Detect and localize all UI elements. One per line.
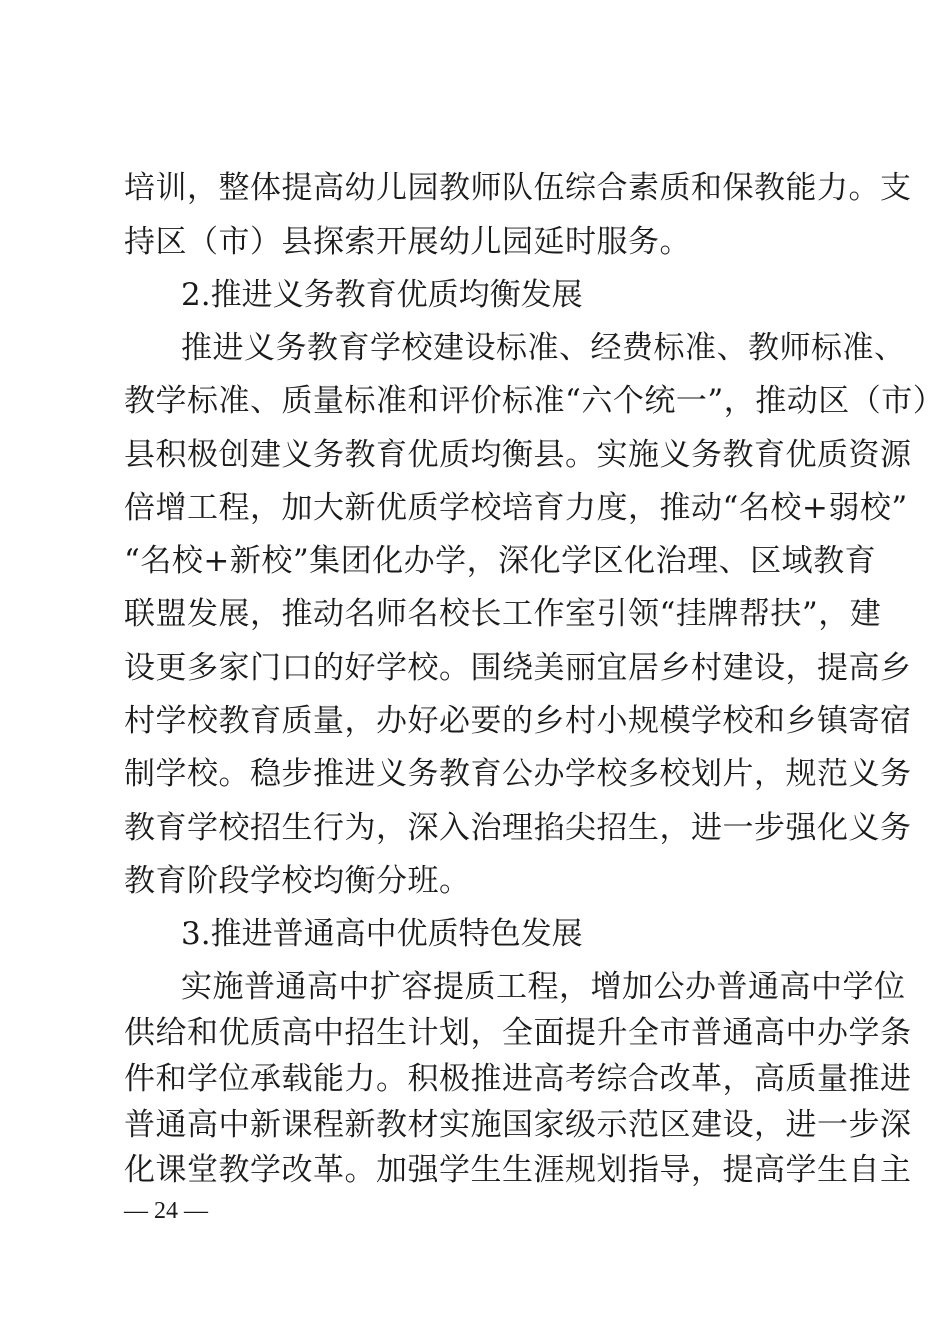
paragraph-line: 县积极创建义务教育优质均衡县。实施义务教育优质资源 xyxy=(124,437,912,473)
paragraph-line: 村学校教育质量，办好必要的乡村小规模学校和乡镇寄宿 xyxy=(124,703,912,739)
paragraph-line: 件和学位承载能力。积极推进高考综合改革，高质量推进 xyxy=(124,1061,912,1097)
paragraph-line: 持区（市）县探索开展幼儿园延时服务。 xyxy=(124,224,691,260)
page-number: — 24 — xyxy=(124,1198,208,1224)
paragraph-line: 教育阶段学校均衡分班。 xyxy=(124,863,471,899)
paragraph-line: 倍增工程，加大新优质学校培育力度，推动“名校+弱校” xyxy=(124,490,908,526)
paragraph-line: 供给和优质高中招生计划，全面提升全市普通高中办学条 xyxy=(124,1015,912,1051)
paragraph-line: 培训，整体提高幼儿园教师队伍综合素质和保教能力。支 xyxy=(124,170,912,206)
paragraph-line: 制学校。稳步推进义务教育公办学校多校划片，规范义务 xyxy=(124,756,912,792)
paragraph-line: 设更多家门口的好学校。围绕美丽宜居乡村建设，提高乡 xyxy=(124,650,912,686)
paragraph-line: 教学标准、质量标准和评价标准“六个统一”，推动区（市） xyxy=(124,383,945,419)
paragraph-line: 联盟发展，推动名师名校长工作室引领“挂牌帮扶”，建 xyxy=(124,596,882,632)
paragraph-line: 实施普通高中扩容提质工程，增加公办普通高中学位 xyxy=(181,969,906,1005)
paragraph-line: 教育学校招生行为，深入治理掐尖招生，进一步强化义务 xyxy=(124,810,912,846)
section-heading: 3.推进普通高中优质特色发展 xyxy=(181,916,583,952)
paragraph-line: 化课堂教学改革。加强学生生涯规划指导，提高学生自主 xyxy=(124,1152,912,1188)
section-heading: 2.推进义务教育优质均衡发展 xyxy=(181,277,583,313)
paragraph-line: 推进义务教育学校建设标准、经费标准、教师标准、 xyxy=(181,330,906,366)
paragraph-line: 普通高中新课程新教材实施国家级示范区建设，进一步深 xyxy=(124,1107,912,1143)
paragraph-line: “名校+新校”集团化办学，深化学区化治理、区域教育 xyxy=(124,543,877,579)
